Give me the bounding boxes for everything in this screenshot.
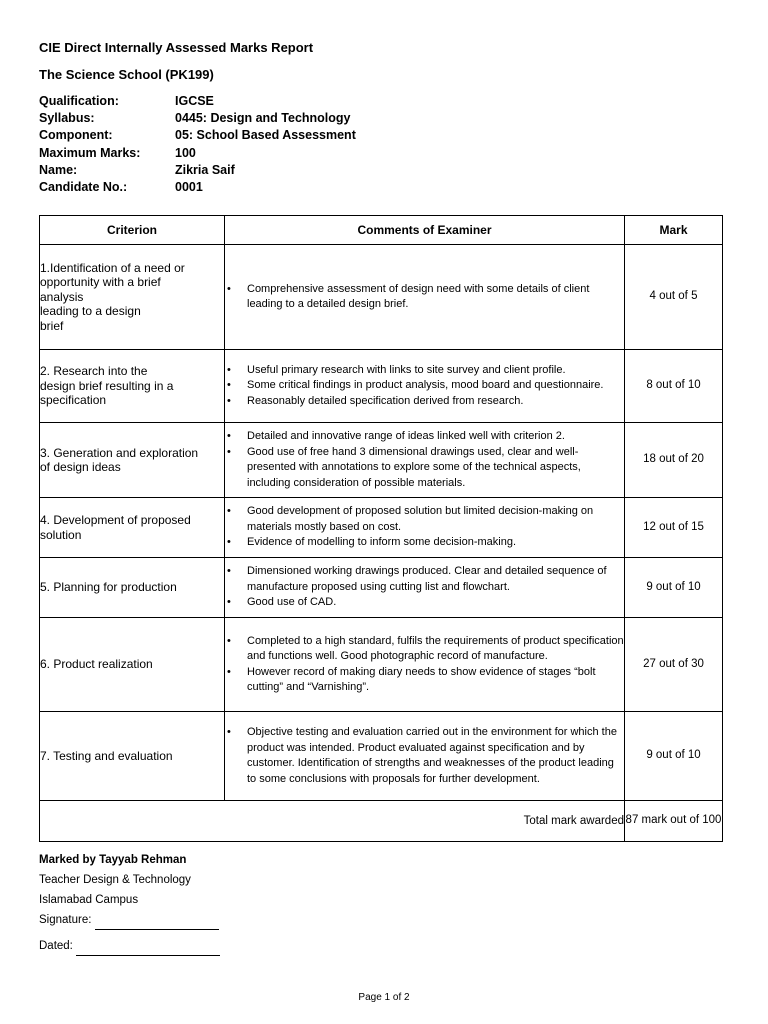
criterion-line: 4. Development of proposed bbox=[40, 513, 191, 527]
comments-cell bbox=[225, 558, 625, 618]
comment-bullet: • Useful primary research with links to site survey and client profile. bbox=[225, 363, 624, 379]
detail-label: Candidate No.: bbox=[39, 180, 128, 195]
mark-cell: 18 out of 20 bbox=[625, 423, 723, 498]
signature-line bbox=[95, 915, 219, 930]
criterion-line: 7. Testing and evaluation bbox=[40, 748, 173, 763]
criterion-line: solution bbox=[40, 527, 82, 542]
comments-cell bbox=[225, 618, 625, 712]
table-row bbox=[40, 350, 723, 423]
detail-name bbox=[39, 162, 356, 179]
total-value: 87 mark out of 100 bbox=[625, 801, 723, 842]
table-row bbox=[40, 712, 723, 801]
criterion-cell bbox=[40, 350, 225, 423]
detail-value: IGCSE bbox=[175, 94, 214, 108]
marks-table bbox=[39, 215, 723, 842]
criterion-line: leading to a design bbox=[40, 304, 141, 319]
mark-cell: 9 out of 10 bbox=[625, 712, 723, 801]
mark-cell: 12 out of 15 bbox=[625, 498, 723, 558]
criterion-line: design brief resulting in a bbox=[40, 378, 174, 393]
mark-cell: 4 out of 5 bbox=[625, 245, 723, 350]
school-name: The Science School (PK199) bbox=[39, 67, 214, 82]
dated-row bbox=[39, 936, 220, 956]
detail-value: 100 bbox=[175, 145, 196, 160]
criterion-line: of design ideas bbox=[40, 460, 121, 474]
table-row bbox=[40, 558, 723, 618]
signature-label: Signature: bbox=[39, 914, 92, 926]
column-header-comments: Comments of Examiner bbox=[225, 216, 625, 245]
detail-maximum-marks bbox=[39, 145, 356, 162]
detail-value: 0445: Design and Technology bbox=[175, 111, 351, 126]
comment-bullet: • However record of making diary needs to show evidence of stages “bolt cutting” and “Varnishing”. bbox=[225, 665, 624, 696]
comment-bullet: • Dimensioned working drawings produced. Clear and detailed sequence of manufacture proposed using cutting list and flowchart. bbox=[225, 564, 624, 595]
table-header-row bbox=[40, 216, 723, 245]
comments-cell bbox=[225, 423, 625, 498]
detail-value: Zikria Saif bbox=[175, 162, 235, 177]
criterion-cell bbox=[40, 423, 225, 498]
comment-bullet: • Some critical findings in product analysis, mood board and questionnaire. bbox=[225, 378, 624, 394]
comment-bullet: • Evidence of modelling to inform some decision-making. bbox=[225, 535, 624, 551]
table-row bbox=[40, 618, 723, 712]
detail-label: Name: bbox=[39, 162, 78, 177]
detail-candidate-no bbox=[39, 179, 356, 196]
comment-bullet: • Completed to a high standard, fulfils the requirements of product specification and functions well. Good photographic record of manufacture. bbox=[225, 634, 624, 665]
criterion-line: analysis bbox=[40, 289, 84, 304]
detail-value: 05: School Based Assessment bbox=[175, 128, 356, 143]
table-row bbox=[40, 245, 723, 350]
table-row bbox=[40, 498, 723, 558]
comment-bullet: • Comprehensive assessment of design need with some details of client leading to a detailed design brief. bbox=[225, 282, 624, 313]
mark-cell: 27 out of 30 bbox=[625, 618, 723, 712]
campus: Islamabad Campus bbox=[39, 894, 139, 906]
criterion-cell bbox=[40, 245, 225, 350]
criterion-line: specification bbox=[40, 393, 107, 408]
signature-row bbox=[39, 910, 220, 930]
report-title: CIE Direct Internally Assessed Marks Report bbox=[39, 40, 314, 55]
column-header-criterion: Criterion bbox=[40, 216, 225, 245]
criterion-line: 1.Identification of a need or bbox=[40, 260, 185, 275]
criterion-line: 6. Product realization bbox=[40, 657, 153, 672]
teacher-role: Teacher Design & Technology bbox=[39, 874, 191, 886]
detail-label: Maximum Marks: bbox=[39, 145, 141, 160]
table-row bbox=[40, 423, 723, 498]
comment-bullet: • Good use of free hand 3 dimensional drawings used, clear and well-presented with annotations to explore some of the technical aspects, including consideration of possible materials. bbox=[225, 445, 624, 492]
mark-cell: 9 out of 10 bbox=[625, 558, 723, 618]
dated-label: Dated: bbox=[39, 940, 73, 952]
criterion-line: opportunity with a brief bbox=[40, 275, 161, 290]
detail-value: 0001 bbox=[175, 180, 203, 195]
criterion-line: 3. Generation and exploration bbox=[40, 445, 199, 460]
comments-cell bbox=[225, 245, 625, 350]
comment-bullet: • Good development of proposed solution but limited decision-making on materials mostly based on cost. bbox=[225, 504, 624, 535]
detail-qualification bbox=[39, 93, 356, 110]
detail-syllabus bbox=[39, 110, 356, 127]
comment-bullet: • Objective testing and evaluation carried out in the environment for which the product was intended. Product evaluated against specification and by customer. Identification of strengths and weaknesses of the product leading to some conclusions with proposals for further development. bbox=[225, 725, 624, 787]
criterion-cell bbox=[40, 558, 225, 618]
comments-cell bbox=[225, 350, 625, 423]
mark-cell: 8 out of 10 bbox=[625, 350, 723, 423]
dated-line bbox=[76, 941, 220, 956]
comment-bullet: • Reasonably detailed specification derived from research. bbox=[225, 394, 624, 410]
candidate-details bbox=[39, 93, 356, 196]
criterion-cell bbox=[40, 712, 225, 801]
criterion-cell bbox=[40, 618, 225, 712]
column-header-mark: Mark bbox=[625, 216, 723, 245]
total-label: Total mark awarded bbox=[40, 801, 625, 842]
footer-block bbox=[39, 850, 220, 956]
total-row bbox=[40, 801, 723, 842]
detail-component bbox=[39, 127, 356, 144]
comments-cell bbox=[225, 498, 625, 558]
criterion-line: brief bbox=[40, 318, 64, 333]
detail-label: Syllabus: bbox=[39, 111, 95, 126]
comment-bullet: • Detailed and innovative range of ideas linked well with criterion 2. bbox=[225, 429, 624, 445]
page-number: Page 1 of 2 bbox=[358, 992, 410, 1003]
marked-by: Marked by Tayyab Rehman bbox=[39, 854, 187, 866]
criterion-cell bbox=[40, 498, 225, 558]
comments-cell bbox=[225, 712, 625, 801]
criterion-line: 2. Research into the bbox=[40, 364, 148, 379]
comment-bullet: • Good use of CAD. bbox=[225, 595, 624, 611]
detail-label: Qualification: bbox=[39, 94, 119, 108]
detail-label: Component: bbox=[39, 128, 113, 143]
criterion-line: 5. Planning for production bbox=[40, 580, 177, 595]
